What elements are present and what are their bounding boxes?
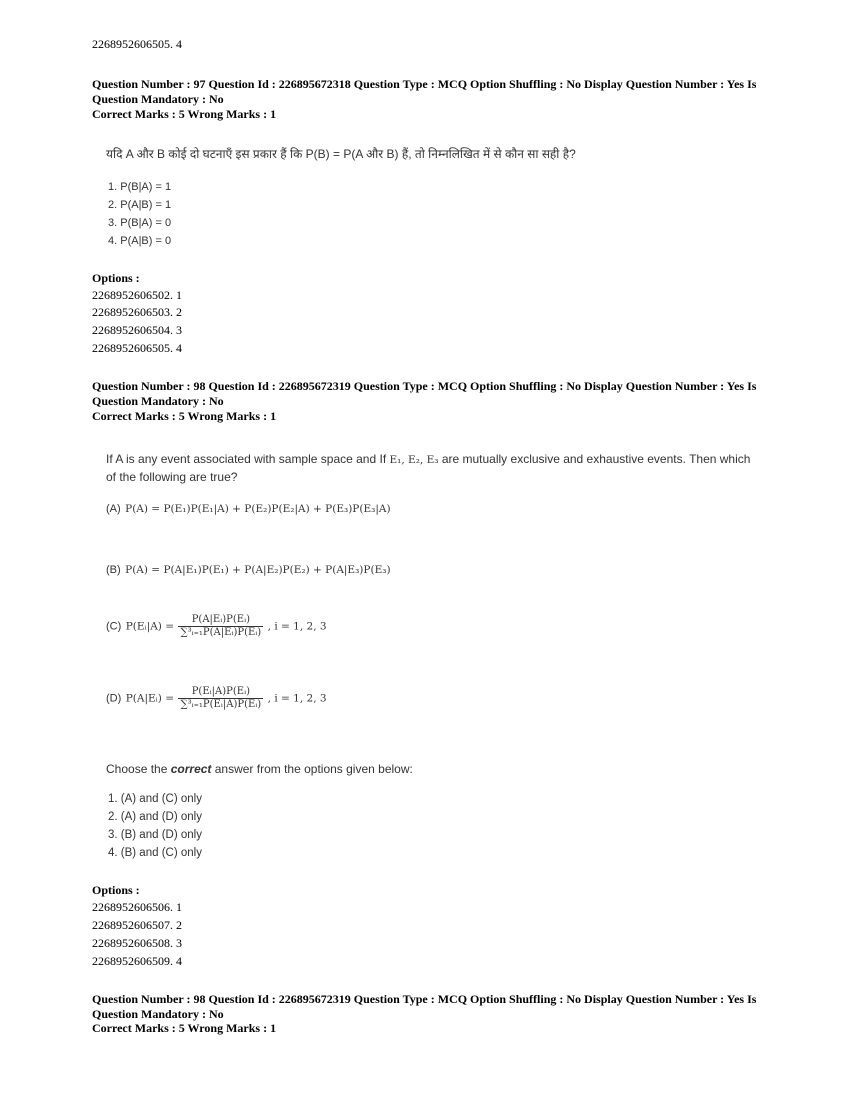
q98-header: Question Number : 98 Question Id : 226895672319 Question Type : MCQ Option Shuffling : No Display Question Number : Yes Is Question Mandatory : No	[92, 379, 757, 408]
q98-intro-part2: are mutually exclusive and exhaustive events. Then which	[438, 452, 751, 466]
statement-d-denominator: ∑³ᵢ₌₁P(Eᵢ|A)P(Eᵢ)	[180, 699, 262, 710]
q97-option: 2268952606503. 2	[92, 305, 182, 319]
q98-intro-events: E₁, E₂, E₃	[389, 454, 439, 466]
instruction-pre: Choose the	[106, 762, 171, 776]
q98-option: 2268952606509. 4	[92, 954, 182, 968]
q97-question-text: यदि A और B कोई दो घटनाएँ इस प्रकार हैं कि P(B) = P(A और B) हैं, तो निम्नलिखित में से कौन सा सही है?	[106, 147, 576, 161]
q98-intro-part1: If A is any event associated with sample space and If	[106, 452, 390, 466]
previous-option-line: 2268952606505. 4	[92, 37, 182, 51]
statement-a-label: (A)	[106, 503, 121, 515]
q97-option: 2268952606505. 4	[92, 341, 182, 355]
q98-repeat-marks: Correct Marks : 5 Wrong Marks : 1	[92, 1021, 277, 1035]
statement-c-numerator: P(A|Eᵢ)P(Eᵢ)	[178, 614, 263, 627]
q98-choice: 3. (B) and (D) only	[108, 829, 202, 841]
q97-header: Question Number : 97 Question Id : 226895672318 Question Type : MCQ Option Shuffling : No Display Question Number : Yes Is Question Mandatory : No	[92, 77, 757, 106]
statement-c-label: (C)	[106, 620, 122, 633]
q98-option: 2268952606507. 2	[92, 918, 182, 932]
q98-choice: 1. (A) and (C) only	[108, 793, 202, 805]
statement-c-lhs: P(Eᵢ|A) =	[125, 620, 175, 633]
q98-options-label: Options :	[92, 883, 140, 897]
q97-choice: 3. P(B|A) = 0	[108, 217, 172, 229]
instruction-post: answer from the options given below:	[211, 762, 413, 776]
q97-choice: 1. P(B|A) = 1	[108, 181, 172, 193]
statement-a-formula: P(A) = P(E₁)P(E₁|A) + P(E₂)P(E₂|A) + P(E₃)P(E₃|A)	[125, 503, 391, 515]
q98-intro	[106, 451, 750, 486]
q98-statement-d	[106, 686, 327, 711]
q98-option: 2268952606508. 3	[92, 936, 182, 950]
q98-statement-b	[106, 560, 391, 578]
q97-choice: 2. P(A|B) = 1	[108, 199, 172, 211]
statement-d-lhs: P(A|Eᵢ) =	[125, 692, 175, 705]
statement-d-fraction	[178, 686, 263, 711]
q97-options-label: Options :	[92, 271, 140, 285]
q97-option: 2268952606502. 1	[92, 288, 182, 302]
statement-c-denominator: ∑³ᵢ₌₁P(A|Eᵢ)P(Eᵢ)	[180, 627, 262, 638]
q98-choice: 2. (A) and (D) only	[108, 811, 202, 823]
statement-d-rhs: , i = 1, 2, 3	[267, 692, 327, 705]
statement-b-formula: P(A) = P(A|E₁)P(E₁) + P(A|E₂)P(E₂) + P(A|E₃)P(E₃)	[125, 564, 391, 576]
q98-intro-line-1	[106, 451, 750, 469]
q97-option: 2268952606504. 3	[92, 323, 182, 337]
instruction-emphasis: correct	[170, 762, 212, 776]
q98-marks: Correct Marks : 5 Wrong Marks : 1	[92, 409, 277, 423]
q98-repeat-header: Question Number : 98 Question Id : 226895672319 Question Type : MCQ Option Shuffling : No Display Question Number : Yes Is Question Mandatory : No	[92, 992, 757, 1021]
statement-c-rhs: , i = 1, 2, 3	[267, 620, 327, 633]
q97-choice-list	[108, 178, 171, 250]
statement-b-label: (B)	[106, 564, 121, 576]
q98-choice-list	[108, 790, 202, 862]
q98-choice: 4. (B) and (C) only	[108, 847, 202, 859]
q98-option: 2268952606506. 1	[92, 900, 182, 914]
statement-c-fraction	[178, 614, 263, 639]
q97-choice: 4. P(A|B) = 0	[108, 235, 172, 247]
statement-d-label: (D)	[106, 692, 122, 705]
statement-d-numerator: P(Eᵢ|A)P(Eᵢ)	[178, 686, 263, 699]
q98-instruction	[106, 761, 413, 778]
q98-statement-c	[106, 614, 327, 639]
q98-statement-a	[106, 499, 391, 517]
q97-marks: Correct Marks : 5 Wrong Marks : 1	[92, 107, 277, 121]
q98-intro-line-2: of the following are true?	[106, 470, 238, 484]
